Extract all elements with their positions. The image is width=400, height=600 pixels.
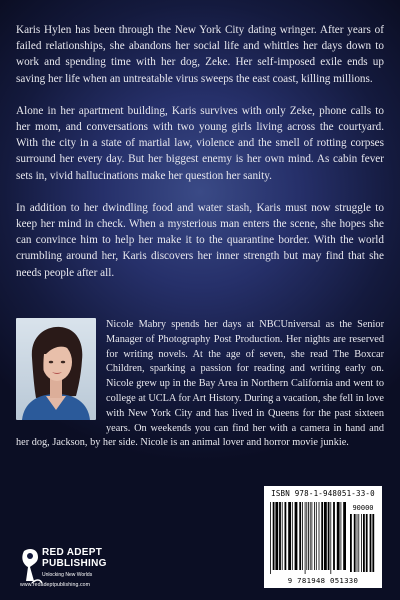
barcode-bar <box>273 502 275 570</box>
barcode-bar <box>292 502 293 570</box>
barcode-bar <box>337 502 340 570</box>
barcode-addon-digits: 90000 <box>352 504 374 512</box>
barcode-bar <box>324 502 327 570</box>
barcode-bar <box>321 502 323 570</box>
barcode-addon-bar <box>372 514 374 572</box>
publisher-name-line2: PUBLISHING <box>42 558 107 569</box>
publisher-tagline: Unlocking New Worlds <box>42 572 93 578</box>
barcode-bar <box>305 502 306 574</box>
barcode-bar <box>308 502 309 570</box>
author-bio-section <box>16 318 384 451</box>
barcode-bars <box>268 500 378 576</box>
publisher-name-line1: RED ADEPT <box>42 547 103 558</box>
barcode-bar <box>270 502 271 574</box>
publisher-url: www.redadeptpublishing.com <box>20 582 91 588</box>
barcode-addon-bar <box>358 514 359 572</box>
barcode-addon-bar <box>354 514 356 572</box>
barcode-bar <box>302 502 303 570</box>
barcode-bar <box>275 502 278 570</box>
barcode-bar <box>299 502 301 570</box>
isbn-barcode <box>264 486 382 588</box>
barcode-bar <box>328 502 330 570</box>
barcode-bar <box>295 502 298 570</box>
barcode-addon-bar <box>350 514 352 572</box>
barcode-bar <box>310 502 311 570</box>
publisher-name <box>42 548 107 569</box>
barcode-bar <box>343 502 346 570</box>
barcode-bar <box>312 502 313 570</box>
barcode-addon-bar <box>363 514 365 572</box>
barcode-bar <box>282 502 283 570</box>
blurb-paragraph-1: Karis Hylen has been through the New York City dating wringer. After years of failed relationships, she abandons her social life and whittles her days down to work and spending time with her dog, Zeke. Her self-imposed exile ends up saving her life when an untreatable virus sweeps the east coast, killing millions. <box>16 24 384 85</box>
blurb-paragraph-2: Alone in her apartment building, Karis survives with only Zeke, phone calls to her mom, and conversations with two young girls living across the courtyard. With the city in a state of martial law, violence and the smell of rotting corpses surround her every day. But her biggest enemy is her own mind. As cabin fever sets in, vivid hallucinations make her question her sanity. <box>16 104 384 182</box>
blurb-paragraph-3: In addition to her dwindling food and water stash, Karis must now struggle to keep her mind in check. When a mysterious man enters the scene, she hopes she can convince him to help her make it to the quarantine border. With the world crumbling around her, Karis discovers her inner strength but may find that she needs people after all. <box>16 201 384 279</box>
barcode-bar <box>316 502 317 570</box>
author-bio-text: Nicole Mabry spends her days at NBCUniversal as the Senior Manager of Photography Post Production. Her nights are reserved for writing novels. At the age of seven, she read The Boxcar Children, sparking a passion for reading and writing early on. Nicole grew up in the Bay Area in Northern California and went to college at UCLA for Art History. During a vacation, she fell in love with New York City and has lived in Queens for the past sixteen years. On weekends you can find her with a camera in hand and her dog, Jackson, by her side. Nicole is an animal lover and horror movie junkie. <box>16 319 384 449</box>
barcode-bar <box>314 502 315 570</box>
barcode-bar <box>285 502 287 570</box>
barcode-bar <box>319 502 320 570</box>
barcode-bar <box>288 502 291 570</box>
barcode-bar <box>330 502 331 574</box>
barcode-addon-bar <box>370 514 372 572</box>
barcode-addon-bar <box>357 514 358 572</box>
barcode-addon-bar <box>366 514 368 572</box>
barcode-digits: 9 781948 051330 <box>287 576 359 585</box>
book-blurb <box>16 22 384 297</box>
barcode-bar <box>341 502 342 570</box>
barcode-bar <box>279 502 281 570</box>
author-photo <box>16 318 96 420</box>
isbn-label: ISBN 978-1-948051-33-0 <box>271 489 375 498</box>
barcode-bar <box>306 502 307 570</box>
barcode-bar <box>333 502 335 570</box>
barcode-addon-bar <box>361 514 362 572</box>
